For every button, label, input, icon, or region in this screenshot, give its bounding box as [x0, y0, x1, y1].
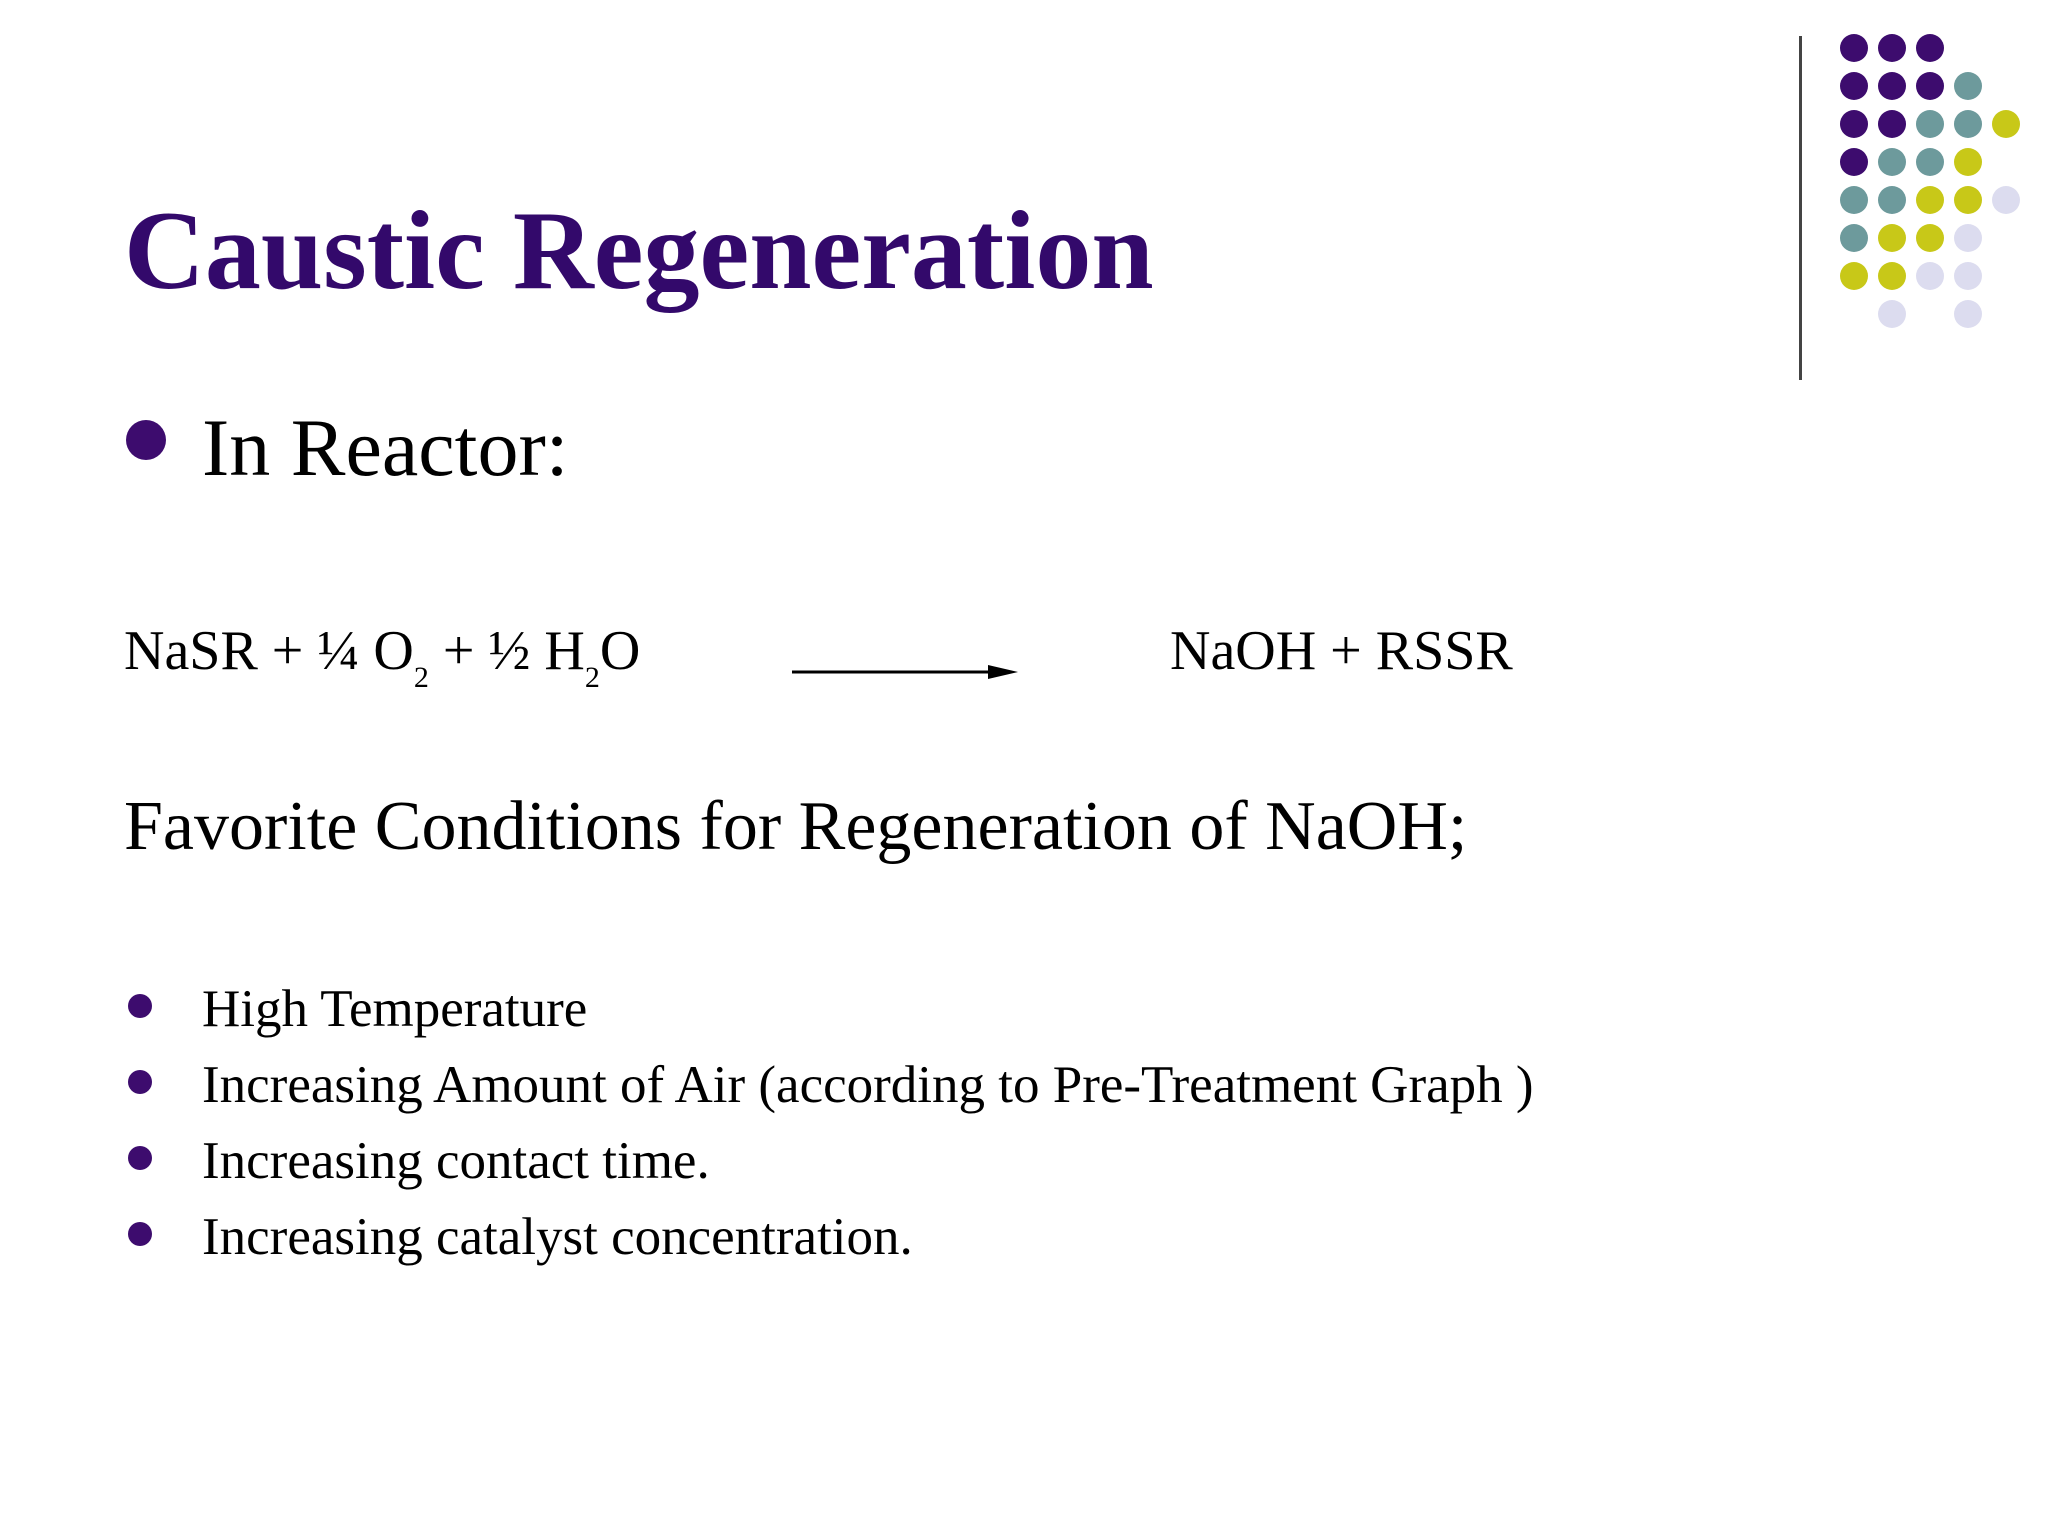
decorative-dot — [1954, 300, 1982, 328]
vertical-divider — [1799, 36, 1802, 380]
decorative-dot — [1840, 186, 1868, 214]
decorative-dot — [1878, 110, 1906, 138]
decorative-dot — [1916, 262, 1944, 290]
decorative-dot — [1840, 72, 1868, 100]
decorative-dot — [1916, 224, 1944, 252]
conditions-heading: Favorite Conditions for Regeneration of NaOH; — [124, 788, 1468, 865]
decorative-dot — [1954, 110, 1982, 138]
decorative-dot — [1840, 148, 1868, 176]
equation-products: NaOH + RSSR — [1170, 620, 1513, 682]
decorative-dot — [1916, 110, 1944, 138]
list-item: Increasing contact time. — [202, 1132, 710, 1190]
reaction-arrow-icon — [790, 660, 1020, 684]
decorative-dot — [1840, 34, 1868, 62]
bullet-in-reactor: In Reactor: — [202, 402, 569, 493]
decorative-dot — [1878, 262, 1906, 290]
decorative-dot — [1878, 34, 1906, 62]
decorative-dot — [1916, 72, 1944, 100]
subscript: 2 — [584, 661, 600, 694]
decorative-dot — [1878, 72, 1906, 100]
subscript: 2 — [413, 661, 429, 694]
decorative-dot — [1954, 224, 1982, 252]
slide-title: Caustic Regeneration — [124, 189, 1154, 313]
bullet-dot-icon — [126, 420, 166, 460]
decorative-dot — [1916, 186, 1944, 214]
decorative-dot — [1840, 262, 1868, 290]
bullet-dot-icon — [128, 1146, 152, 1170]
decorative-dot — [1992, 110, 2020, 138]
equation-term: NaSR + ¼ O — [124, 620, 414, 682]
equation-term: + ½ H — [428, 620, 585, 682]
decorative-dot — [1954, 262, 1982, 290]
equation-term: O — [599, 620, 641, 682]
decorative-dot — [1878, 224, 1906, 252]
bullet-dot-icon — [128, 1070, 152, 1094]
decorative-dot — [1840, 224, 1868, 252]
decorative-dot — [1878, 300, 1906, 328]
list-item: Increasing catalyst concentration. — [202, 1208, 913, 1266]
decorative-dot — [1954, 148, 1982, 176]
list-item: Increasing Amount of Air (according to Pre-Treatment Graph ) — [202, 1056, 1534, 1114]
list-item: High Temperature — [202, 980, 588, 1038]
decorative-dot — [1916, 34, 1944, 62]
bullet-dot-icon — [128, 994, 152, 1018]
decorative-dot — [1878, 148, 1906, 176]
bullet-dot-icon — [128, 1222, 152, 1246]
decorative-dot — [1916, 148, 1944, 176]
decorative-dot — [1954, 72, 1982, 100]
decorative-dot — [1992, 186, 2020, 214]
equation-reactants — [124, 616, 640, 695]
decorative-dot — [1878, 186, 1906, 214]
decorative-dot — [1954, 186, 1982, 214]
decorative-dot — [1840, 110, 1868, 138]
